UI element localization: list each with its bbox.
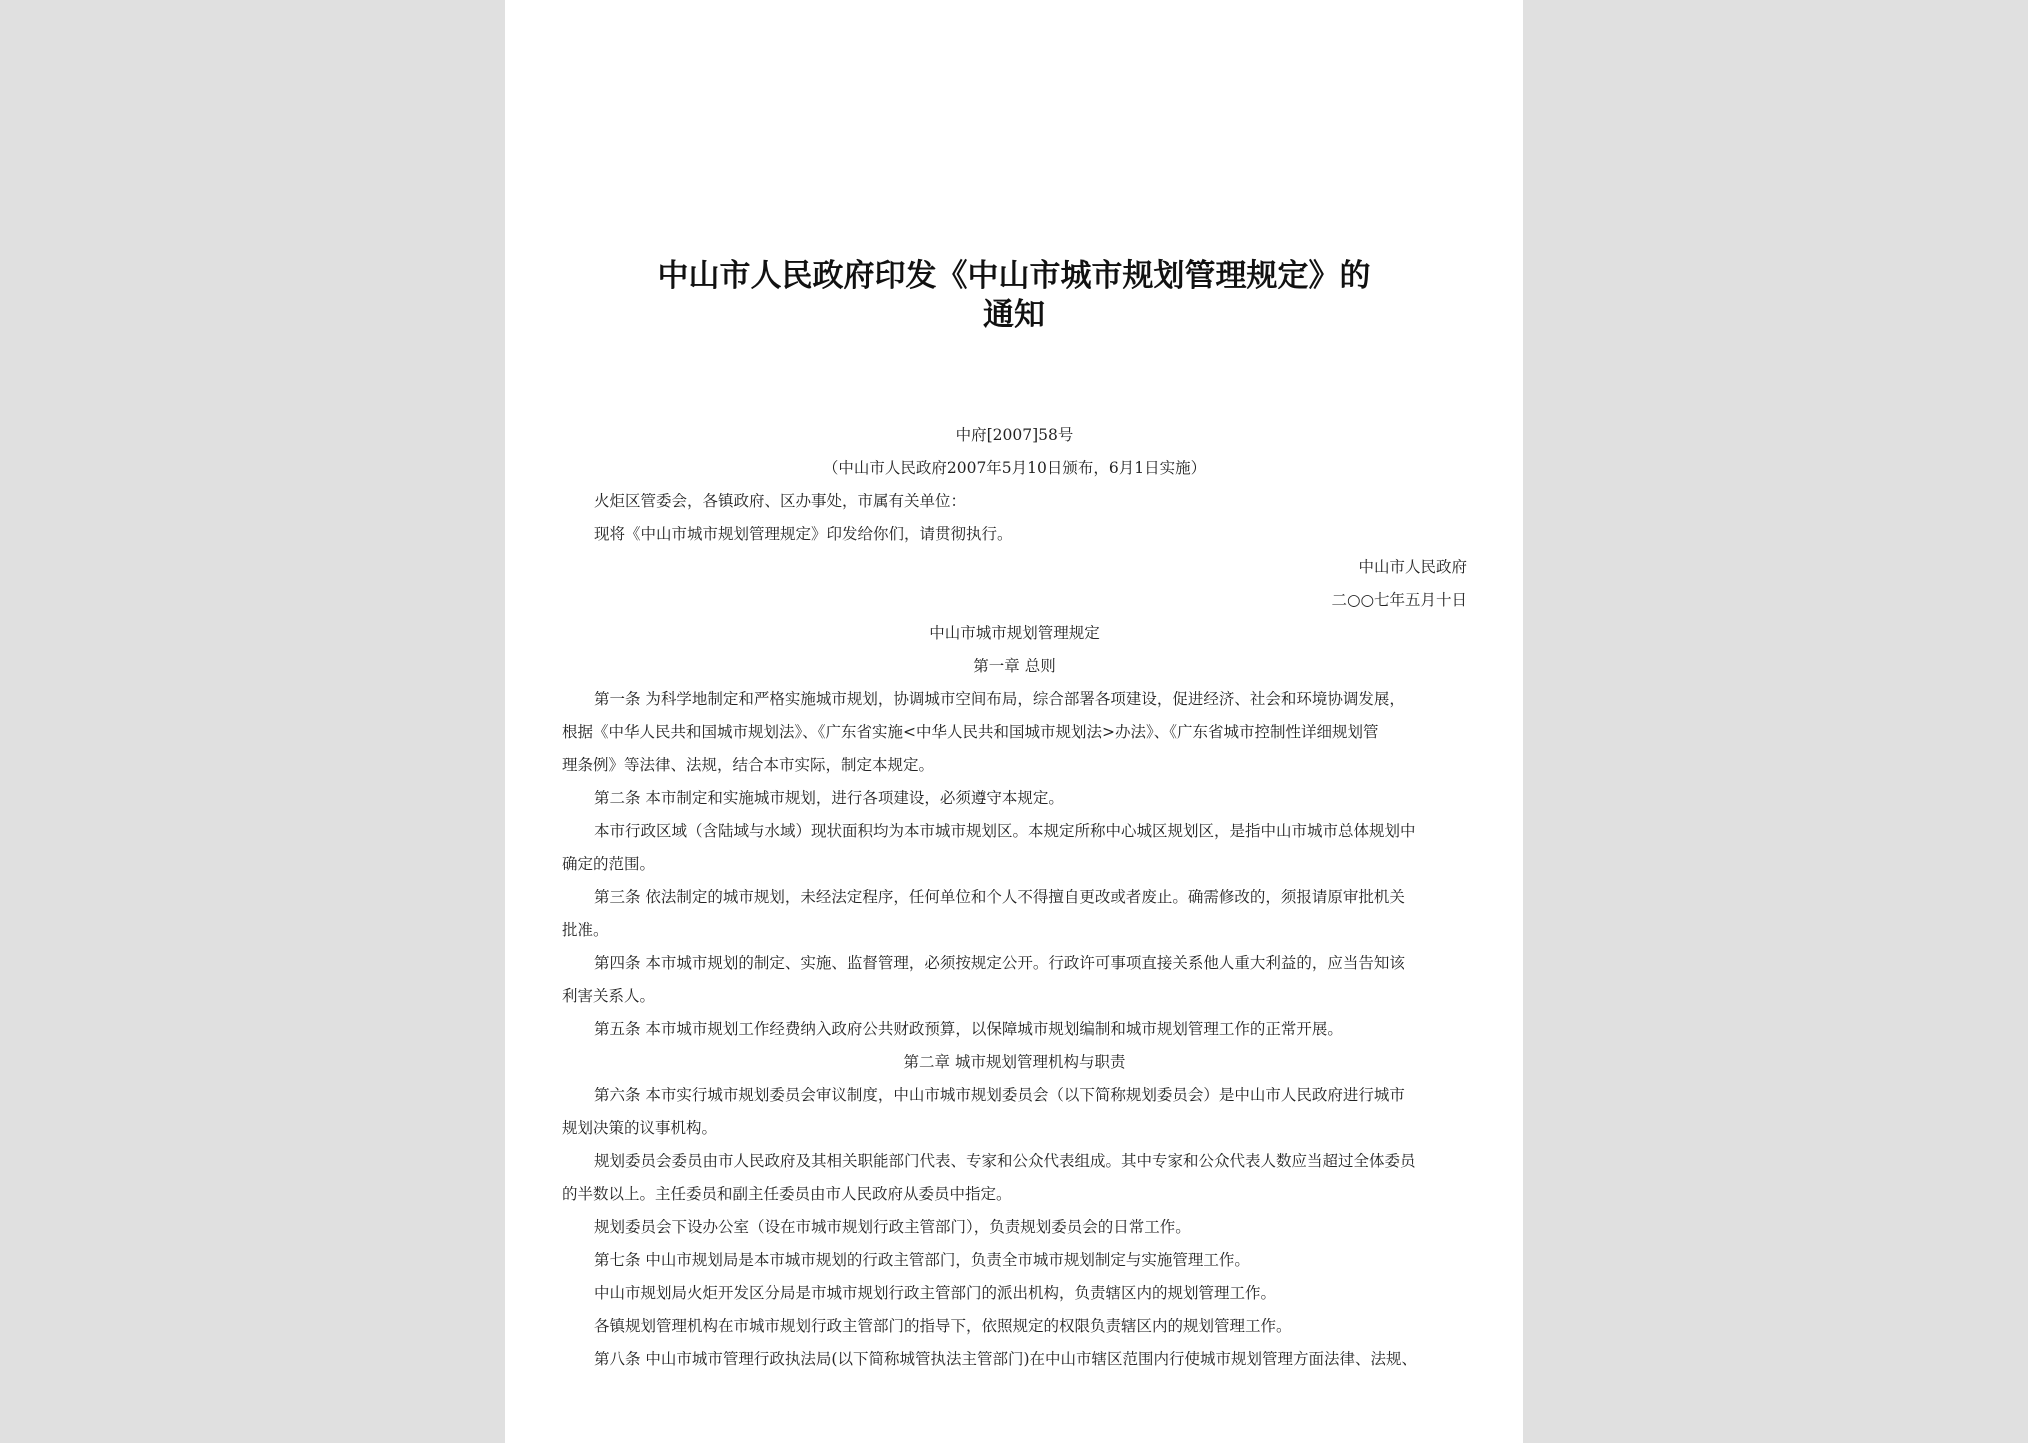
article-6-para-b: 规划委员会下设办公室（设在市城市规划行政主管部门），负责规划委员会的日常工作。 xyxy=(594,1218,1191,1236)
title-line-1: 中山市人民政府印发《中山市城市规划管理规定》的 xyxy=(657,258,1371,294)
article-6-para-line-2: 的半数以上。主任委员和副主任委员由市人民政府从委员中指定。 xyxy=(562,1185,1012,1203)
document-body xyxy=(562,419,1467,1376)
issue-date: 二○○七年五月十日 xyxy=(1331,591,1467,609)
article-2-para-line-2: 确定的范围。 xyxy=(562,855,656,873)
article-8-line-1: 第八条 中山市城市管理行政执法局(以下简称城管执法主管部门)在中山市辖区范围内行使城市规划管理方面法律、法规、 xyxy=(594,1350,1418,1368)
article-4-line-1: 第四条 本市城市规划的制定、实施、监督管理，必须按规定公开。行政许可事项直接关系他人重大利益的，应当告知该 xyxy=(594,954,1405,972)
article-4-line-2: 利害关系人。 xyxy=(562,987,656,1005)
recipients-line: 火炬区管委会，各镇政府、区办事处，市属有关单位： xyxy=(594,492,967,510)
article-7: 第七条 中山市规划局是本市城市规划的行政主管部门，负责全市城市规划制定与实施管理工作。 xyxy=(594,1251,1250,1269)
regulation-title: 中山市城市规划管理规定 xyxy=(929,624,1100,642)
issue-note: （中山市人民政府2007年5月10日颁布，6月1日实施） xyxy=(822,459,1207,477)
article-7-para-a: 中山市规划局火炬开发区分局是市城市规划行政主管部门的派出机构，负责辖区内的规划管理工作。 xyxy=(594,1284,1277,1302)
document-page xyxy=(505,0,1523,1443)
chapter-heading-1: 第一章 总则 xyxy=(973,657,1056,675)
article-2-para-line-1: 本市行政区域（含陆域与水域）现状面积均为本市城市规划区。本规定所称中心城区规划区，是指中山市城市总体规划中 xyxy=(594,822,1416,840)
article-7-para-b: 各镇规划管理机构在市城市规划行政主管部门的指导下，依照规定的权限负责辖区内的规划管理工作。 xyxy=(594,1317,1292,1335)
article-1-line-1: 第一条 为科学地制定和严格实施城市规划，协调城市空间布局，综合部署各项建设，促进经济、社会和环境协调发展， xyxy=(594,690,1405,708)
instruction-line: 现将《中山市城市规划管理规定》印发给你们，请贯彻执行。 xyxy=(594,525,1013,543)
doc-number: 中府[2007]58号 xyxy=(955,426,1074,444)
article-3-line-1: 第三条 依法制定的城市规划，未经法定程序，任何单位和个人不得擅自更改或者废止。确需修改的，须报请原审批机关 xyxy=(594,888,1405,906)
article-3-line-2: 批准。 xyxy=(562,921,609,939)
document-title xyxy=(505,257,1523,335)
chapter-heading-2: 第二章 城市规划管理机构与职责 xyxy=(903,1053,1126,1071)
title-line-2: 通知 xyxy=(983,297,1045,333)
article-1-line-3: 理条例》等法律、法规，结合本市实际，制定本规定。 xyxy=(562,756,935,774)
article-1-line-2: 根据《中华人民共和国城市规划法》、《广东省实施<中华人民共和国城市规划法>办法》、《广东省城市控制性详细规划管 xyxy=(562,723,1379,741)
article-5: 第五条 本市城市规划工作经费纳入政府公共财政预算，以保障城市规划编制和城市规划管理工作的正常开展。 xyxy=(594,1020,1343,1038)
article-6-para-line-1: 规划委员会委员由市人民政府及其相关职能部门代表、专家和公众代表组成。其中专家和公众代表人数应当超过全体委员 xyxy=(594,1152,1416,1170)
article-2: 第二条 本市制定和实施城市规划，进行各项建设，必须遵守本规定。 xyxy=(594,789,1064,807)
article-6-line-1: 第六条 本市实行城市规划委员会审议制度，中山市城市规划委员会（以下简称规划委员会）是中山市人民政府进行城市 xyxy=(594,1086,1405,1104)
article-6-line-2: 规划决策的议事机构。 xyxy=(562,1119,718,1137)
issuer-signature: 中山市人民政府 xyxy=(1358,558,1467,576)
